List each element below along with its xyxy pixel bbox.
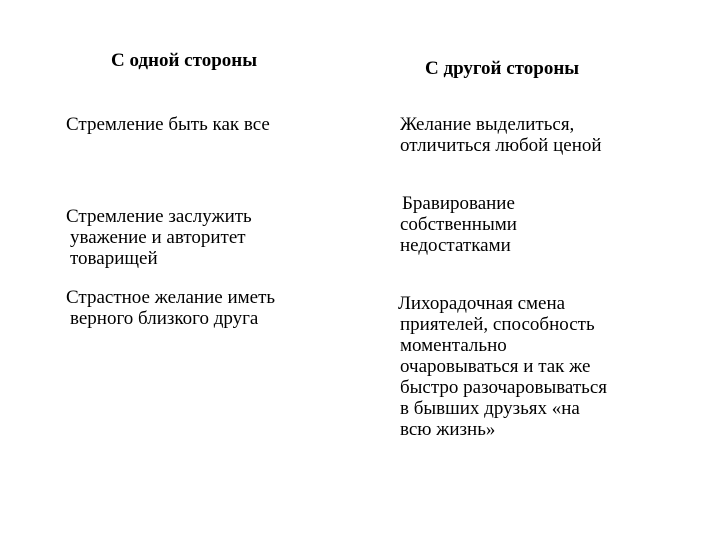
text-line: собственными [400, 214, 517, 235]
row-2-right-cell [400, 193, 517, 256]
row-2-left-cell [66, 206, 252, 269]
text-line: быстро разочаровываться [400, 377, 608, 398]
text-line: товарищей [70, 248, 158, 269]
text-line: в бывших друзьях «на [400, 398, 580, 419]
text-line: очаровываться и так же [400, 356, 591, 377]
left-column-header: С одной стороны [111, 50, 258, 71]
row-3-left-cell [66, 287, 275, 329]
row-1-right-cell [400, 114, 602, 156]
row-1-left-cell [66, 114, 270, 135]
text-line: всю жизнь» [400, 419, 496, 440]
text-line: моментально [400, 335, 507, 356]
text-line: уважение и авторитет [70, 227, 246, 248]
text-line: Лихорадочная смена [398, 293, 566, 314]
text-line: приятелей, способность [400, 314, 595, 335]
text-line: Бравирование [402, 193, 515, 214]
text-line: верного близкого друга [70, 308, 259, 329]
text-line: Стремление заслужить [66, 206, 252, 227]
row-3-right-cell [398, 293, 607, 440]
text-line: Стремление быть как все [66, 114, 270, 135]
text-line: Желание выделиться, [400, 114, 575, 135]
text-line: недостатками [400, 235, 511, 256]
right-column-header: С другой стороны [425, 58, 580, 79]
text-line: Страстное желание иметь [66, 287, 276, 308]
text-line: отличиться любой ценой [400, 135, 602, 156]
